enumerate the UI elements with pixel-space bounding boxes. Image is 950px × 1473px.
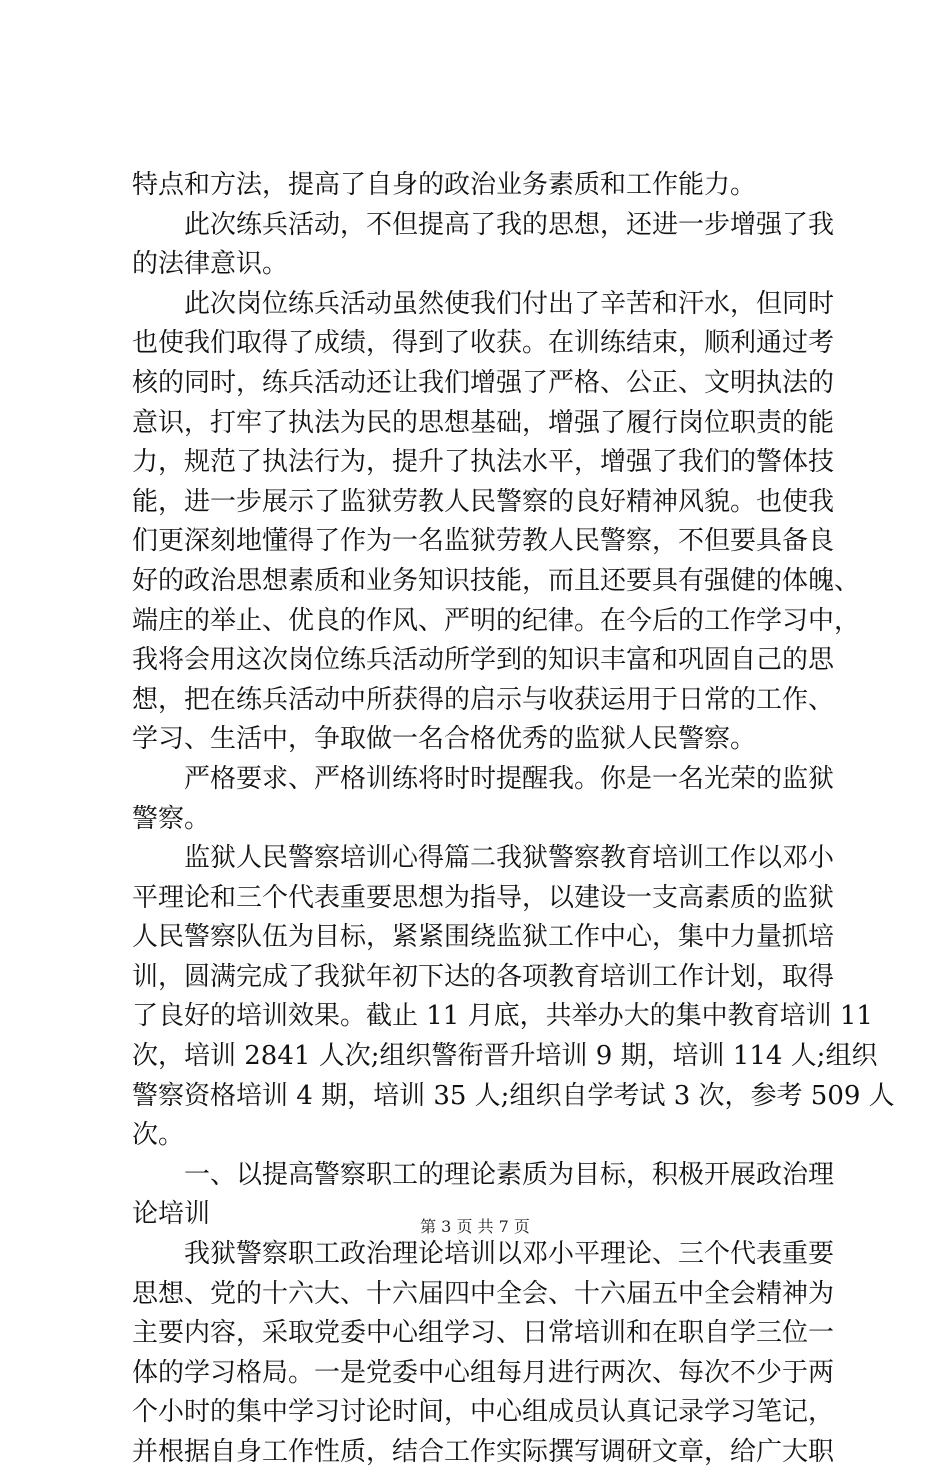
- text-line: 人民警察队伍为目标，紧紧围绕监狱工作中心，集中力量抓培: [132, 922, 835, 953]
- text-line: 能，进一步展示了监狱劳教人民警察的良好精神风貌。也使我: [132, 486, 835, 517]
- text-line: 端庄的举止、优良的作风、严明的纪律。在今后的工作学习中，: [132, 605, 861, 636]
- text-line: 体的学习格局。一是党委中心组每月进行两次、每次不少于两: [132, 1357, 835, 1388]
- text-line: 好的政治思想素质和业务知识技能，而且还要具有强健的体魄、: [132, 565, 861, 596]
- text-line: 也使我们取得了成绩，得到了收获。在训练结束，顺利通过考: [132, 328, 835, 359]
- text-line: 想，把在练兵活动中所获得的启示与收获运用于日常的工作、: [132, 684, 835, 715]
- text-line: 意识，打牢了执法为民的思想基础，增强了履行岗位职责的能: [132, 407, 835, 438]
- text-line: 核的同时，练兵活动还让我们增强了严格、公正、文明执法的: [132, 367, 835, 398]
- text-line: 次。: [132, 1120, 185, 1151]
- text-line: 此次练兵活动，不但提高了我的思想，还进一步增强了我: [184, 209, 835, 240]
- text-line: 我将会用这次岗位练兵活动所学到的知识丰富和巩固自己的思: [132, 645, 835, 676]
- text-line: 个小时的集中学习讨论时间，中心组成员认真记录学习笔记，: [132, 1397, 835, 1428]
- text-line: 思想、党的十六大、十六届四中全会、十六届五中全会精神为: [132, 1278, 835, 1309]
- text-line: 了良好的培训效果。截止 11 月底，共举办大的集中教育培训 11: [132, 1001, 873, 1032]
- page-footer: 第 3 页 共 7 页: [420, 1217, 530, 1236]
- text-line: 严格要求、严格训练将时时提醒我。你是一名光荣的监狱: [184, 763, 835, 794]
- text-line: 警察资格培训 4 期，培训 35 人;组织自学考试 3 次，参考 509 人: [132, 1080, 895, 1111]
- text-line: 力，规范了执法行为，提升了执法水平，增强了我们的警体技: [132, 447, 835, 478]
- text-line: 训，圆满完成了我狱年初下达的各项教育培训工作计划，取得: [132, 961, 835, 992]
- text-line: 此次岗位练兵活动虽然使我们付出了辛苦和汗水，但同时: [184, 288, 835, 319]
- text-line: 警察。: [132, 803, 211, 834]
- text-line: 平理论和三个代表重要思想为指导，以建设一支高素质的监狱: [132, 882, 835, 913]
- text-line: 我狱警察职工政治理论培训以邓小平理论、三个代表重要: [184, 1239, 835, 1270]
- text-line: 特点和方法，提高了自身的政治业务素质和工作能力。: [132, 170, 757, 200]
- document-body: [132, 166, 895, 1473]
- text-line: 的法律意识。: [132, 249, 289, 280]
- text-line: 论培训: [132, 1199, 211, 1230]
- text-line: 学习、生活中，争取做一名合格优秀的监狱人民警察。: [132, 724, 757, 755]
- text-line: 一、以提高警察职工的理论素质为目标，积极开展政治理: [184, 1159, 835, 1190]
- text-line: 监狱人民警察培训心得篇二我狱警察教育培训工作以邓小: [184, 843, 835, 874]
- text-line: 们更深刻地懂得了作为一名监狱劳教人民警察，不但要具备良: [132, 526, 835, 557]
- text-line: 次，培训 2841 人次;组织警衔晋升培训 9 期，培训 114 人;组织: [132, 1041, 878, 1072]
- text-line: 并根据自身工作性质，结合工作实际撰写调研文章，给广大职: [132, 1437, 835, 1467]
- text-line: 主要内容，采取党委中心组学习、日常培训和在职自学三位一: [132, 1318, 835, 1349]
